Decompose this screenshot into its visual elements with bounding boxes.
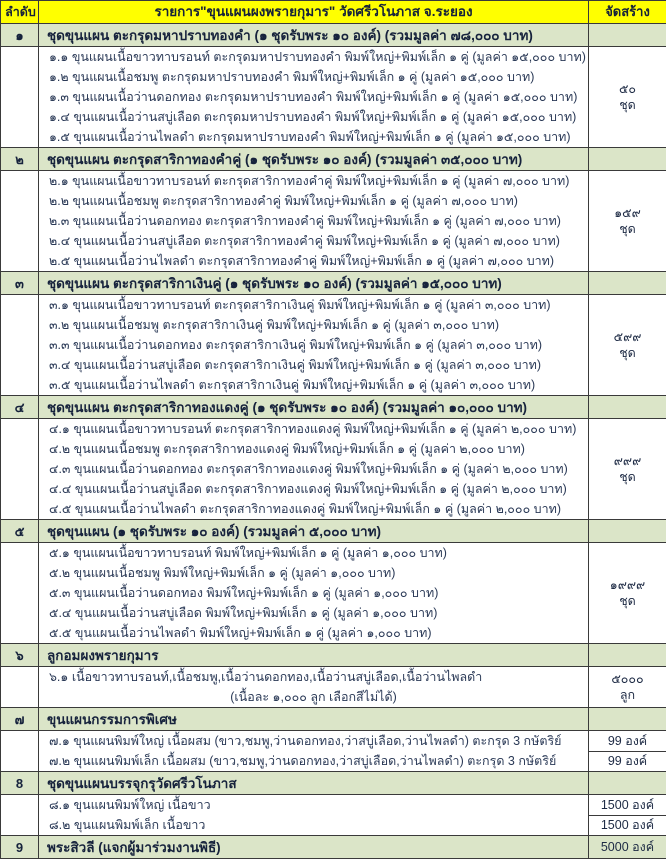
section-quantity-cell: 5000 องค์	[589, 836, 666, 859]
quantity-unit: ลูก	[589, 687, 666, 703]
item-row	[1, 499, 666, 520]
item-number-spacer	[1, 335, 39, 355]
item-description: ๑.๒ ขุนแผนเนื้อชมพู ตะกรุดมหาปราบทองคำ พิมพ์ใหญ่+พิมพ์เล็ก ๑ คู่ (มูลค่า ๑๕,๐๐๐ บาท)	[39, 67, 589, 87]
item-description: ๑.๑ ขุนแผนเนื้อขาวทาบรอนท์ ตะกรุดมหาปราบทองคำ พิมพ์ใหญ่+พิมพ์เล็ก ๑ คู่ (มูลค่า ๑๕,๐๐๐ บาท)	[39, 47, 589, 68]
item-row	[1, 687, 666, 708]
item-row	[1, 439, 666, 459]
quantity-unit: ชุด	[589, 345, 666, 361]
item-number-spacer	[1, 87, 39, 107]
section-number: ๔	[1, 396, 39, 419]
section-quantity-cell	[589, 772, 666, 795]
item-description: ๘.๑ ขุนแผนพิมพ์ใหญ่ เนื้อขาว	[39, 795, 589, 816]
table-body	[1, 1, 666, 859]
item-description: ๗.๑ ขุนแผนพิมพ์ใหญ่ เนื้อผสม (ขาว,ชมพู,ว่านดอกทอง,ว่าสบู่เลือด,ว่านไพลดำ) ตะกรุด 3 กษัตริย์	[39, 731, 589, 752]
item-description: ๕.๒ ขุนแผนเนื้อชมพู พิมพ์ใหญ่+พิมพ์เล็ก ๑ คู่ (มูลค่า ๑,๐๐๐ บาท)	[39, 563, 589, 583]
item-description: ๓.๑ ขุนแผนเนื้อขาวทาบรอนท์ ตะกรุดสาริกาเงินคู่ พิมพ์ใหญ่+พิมพ์เล็ก ๑ คู่ (มูลค่า ๓,๐๐๐ บาท)	[39, 295, 589, 316]
section-quantity-cell	[589, 520, 666, 543]
column-header-no: ลำดับ	[1, 1, 39, 24]
section-number: 8	[1, 772, 39, 795]
group-quantity	[589, 295, 666, 396]
item-description: ๓.๒ ขุนแผนเนื้อชมพู ตะกรุดสาริกาเงินคู่ พิมพ์ใหญ่+พิมพ์เล็ก ๑ คู่ (มูลค่า ๓,๐๐๐ บาท)	[39, 315, 589, 335]
quantity-number: ๑๕๙	[589, 205, 666, 221]
section-quantity-cell	[589, 24, 666, 47]
item-number-spacer	[1, 355, 39, 375]
item-number-spacer	[1, 731, 39, 752]
item-description: ๕.๓ ขุนแผนเนื้อว่านดอกทอง พิมพ์ใหญ่+พิมพ์เล็ก ๑ คู่ (มูลค่า ๑,๐๐๐ บาท)	[39, 583, 589, 603]
quantity-number: ๕๐๐๐	[589, 671, 666, 687]
group-quantity	[589, 543, 666, 644]
item-description: ๒.๓ ขุนแผนเนื้อว่านดอกทอง ตะกรุดสาริกาทองคำคู่ พิมพ์ใหญ่+พิมพ์เล็ก ๑ คู่ (มูลค่า ๗,๐๐๐ บาท)	[39, 211, 589, 231]
item-number-spacer	[1, 211, 39, 231]
item-row	[1, 623, 666, 644]
section-title: ชุดขุนแผน ตะกรุดสาริกาทองคำคู่ (๑ ชุดรับพระ ๑๐ องค์) (รวมมูลค่า ๓๕,๐๐๐ บาท)	[39, 148, 589, 171]
item-row	[1, 731, 666, 752]
section-title: ชุดขุนแผน ตะกรุดมหาปราบทองคำ (๑ ชุดรับพระ ๑๐ องค์) (รวมมูลค่า ๗๘,๐๐๐ บาท)	[39, 24, 589, 47]
item-row	[1, 751, 666, 772]
section-number: ๑	[1, 24, 39, 47]
section-number: ๓	[1, 272, 39, 295]
item-number-spacer	[1, 751, 39, 772]
item-number-spacer	[1, 67, 39, 87]
item-row	[1, 251, 666, 272]
item-description: ๓.๔ ขุนแผนเนื้อว่านสบู่เลือด ตะกรุดสาริกาเงินคู่ พิมพ์ใหญ่+พิมพ์เล็ก ๑ คู่ (มูลค่า ๓,๐๐๐ บาท)	[39, 355, 589, 375]
item-description: ๔.๔ ขุนแผนเนื้อว่านสบู่เลือด ตะกรุดสาริกาทองแดงคู่ พิมพ์ใหญ่+พิมพ์เล็ก ๑ คู่ (มูลค่า ๒,๐๐๐ บาท)	[39, 479, 589, 499]
item-quantity: 1500 องค์	[589, 795, 666, 816]
item-row	[1, 107, 666, 127]
item-row	[1, 815, 666, 836]
item-description: ๕.๔ ขุนแผนเนื้อว่านสบู่เลือด พิมพ์ใหญ่+พิมพ์เล็ก ๑ คู่ (มูลค่า ๑,๐๐๐ บาท)	[39, 603, 589, 623]
section-header-row	[1, 396, 666, 419]
item-row	[1, 375, 666, 396]
section-quantity-cell	[589, 148, 666, 171]
item-description: ๓.๕ ขุนแผนเนื้อว่านไพลดำ ตะกรุดสาริกาเงินคู่ พิมพ์ใหญ่+พิมพ์เล็ก ๑ คู่ (มูลค่า ๓,๐๐๐ บาท)	[39, 375, 589, 396]
item-number-spacer	[1, 687, 39, 708]
section-title: ขุนแผนกรรมการพิเศษ	[39, 708, 589, 731]
item-number-spacer	[1, 795, 39, 816]
table-header-row	[1, 1, 666, 24]
item-number-spacer	[1, 499, 39, 520]
item-number-spacer	[1, 419, 39, 440]
item-description: ๗.๒ ขุนแผนพิมพ์เล็ก เนื้อผสม (ขาว,ชมพู,ว่านดอกทอง,ว่าสบู่เลือด,ว่านไพลดำ) ตะกรุด 3 กษัตริย์	[39, 751, 589, 772]
section-header-row	[1, 836, 666, 859]
section-quantity-cell	[589, 272, 666, 295]
item-row	[1, 335, 666, 355]
item-quantity: 99 องค์	[589, 751, 666, 772]
section-quantity-cell	[589, 644, 666, 667]
quantity-unit: ชุด	[589, 593, 666, 609]
item-description: ๑.๓ ขุนแผนเนื้อว่านดอกทอง ตะกรุดมหาปราบทองคำ พิมพ์ใหญ่+พิมพ์เล็ก ๑ คู่ (มูลค่า ๑๕,๐๐๐ บาท)	[39, 87, 589, 107]
item-row	[1, 603, 666, 623]
item-description: ๔.๑ ขุนแผนเนื้อขาวทาบรอนท์ ตะกรุดสาริกาทองแดงคู่ พิมพ์ใหญ่+พิมพ์เล็ก ๑ คู่ (มูลค่า ๒,๐๐๐ บาท)	[39, 419, 589, 440]
group-quantity	[589, 47, 666, 148]
column-header-quantity: จัดสร้าง	[589, 1, 666, 24]
group-quantity	[589, 667, 666, 708]
item-row	[1, 563, 666, 583]
item-number-spacer	[1, 543, 39, 564]
section-header-row	[1, 272, 666, 295]
item-row	[1, 87, 666, 107]
item-row	[1, 295, 666, 316]
item-number-spacer	[1, 295, 39, 316]
section-header-row	[1, 24, 666, 47]
item-description: ๔.๓ ขุนแผนเนื้อว่านดอกทอง ตะกรุดสาริกาทองแดงคู่ พิมพ์ใหญ่+พิมพ์เล็ก ๑ คู่ (มูลค่า ๒,๐๐๐ บาท)	[39, 459, 589, 479]
section-quantity-cell	[589, 708, 666, 731]
item-number-spacer	[1, 231, 39, 251]
item-description: ๒.๕ ขุนแผนเนื้อว่านไพลดำ ตะกรุดสาริกาทองคำคู่ พิมพ์ใหญ่+พิมพ์เล็ก ๑ คู่ (มูลค่า ๗,๐๐๐ บาท)	[39, 251, 589, 272]
item-description: ๘.๒ ขุนแผนพิมพ์เล็ก เนื้อขาว	[39, 815, 589, 836]
item-description: ๔.๕ ขุนแผนเนื้อว่านไพลดำ ตะกรุดสาริกาทองแดงคู่ พิมพ์ใหญ่+พิมพ์เล็ก ๑ คู่ (มูลค่า ๒,๐๐๐ บาท)	[39, 499, 589, 520]
item-description: ๒.๑ ขุนแผนเนื้อขาวทาบรอนท์ ตะกรุดสาริกาทองคำคู่ พิมพ์ใหญ่+พิมพ์เล็ก ๑ คู่ (มูลค่า ๗,๐๐๐ บาท)	[39, 171, 589, 192]
item-number-spacer	[1, 315, 39, 335]
item-row	[1, 543, 666, 564]
quantity-number: ๕๐	[589, 81, 666, 97]
quantity-unit: ชุด	[589, 97, 666, 113]
group-quantity	[589, 419, 666, 520]
quantity-number: ๑๙๙๙	[589, 577, 666, 593]
item-description: ๑.๔ ขุนแผนเนื้อว่านสบู่เลือด ตะกรุดมหาปราบทองคำ พิมพ์ใหญ่+พิมพ์เล็ก ๑ คู่ (มูลค่า ๑๕,๐๐๐ บาท)	[39, 107, 589, 127]
item-row	[1, 583, 666, 603]
section-title: ลูกอมผงพรายกุมาร	[39, 644, 589, 667]
item-number-spacer	[1, 603, 39, 623]
item-description: ๒.๔ ขุนแผนเนื้อว่านสบู่เลือด ตะกรุดสาริกาทองคำคู่ พิมพ์ใหญ่+พิมพ์เล็ก ๑ คู่ (มูลค่า ๗,๐๐๐ บาท)	[39, 231, 589, 251]
item-number-spacer	[1, 623, 39, 644]
item-row	[1, 667, 666, 688]
item-description: ๕.๕ ขุนแผนเนื้อว่านไพลดำ พิมพ์ใหญ่+พิมพ์เล็ก ๑ คู่ (มูลค่า ๑,๐๐๐ บาท)	[39, 623, 589, 644]
item-number-spacer	[1, 171, 39, 192]
item-row	[1, 459, 666, 479]
item-description: ๕.๑ ขุนแผนเนื้อขาวทาบรอนท์ พิมพ์ใหญ่+พิมพ์เล็ก ๑ คู่ (มูลค่า ๑,๐๐๐ บาท)	[39, 543, 589, 564]
item-number-spacer	[1, 47, 39, 68]
section-title: พระสิวลี (แจกผู้มาร่วมงานพิธี)	[39, 836, 589, 859]
section-number: ๗	[1, 708, 39, 731]
item-row	[1, 315, 666, 335]
section-number: 9	[1, 836, 39, 859]
section-title: ชุดขุนแผน ตะกรุดสาริกาทองแดงคู่ (๑ ชุดรับพระ ๑๐ องค์) (รวมมูลค่า ๑๐,๐๐๐ บาท)	[39, 396, 589, 419]
item-number-spacer	[1, 107, 39, 127]
item-number-spacer	[1, 459, 39, 479]
section-number: ๕	[1, 520, 39, 543]
item-row	[1, 127, 666, 148]
item-number-spacer	[1, 479, 39, 499]
quantity-number: ๙๙๙	[589, 453, 666, 469]
group-quantity	[589, 171, 666, 272]
item-number-spacer	[1, 375, 39, 396]
item-description: (เนื้อละ ๑,๐๐๐ ลูก เลือกสีไม่ได้)	[39, 687, 589, 708]
section-number: ๖	[1, 644, 39, 667]
item-number-spacer	[1, 251, 39, 272]
item-description: ๒.๒ ขุนแผนเนื้อชมพู ตะกรุดสาริกาทองคำคู่ พิมพ์ใหญ่+พิมพ์เล็ก ๑ คู่ (มูลค่า ๗,๐๐๐ บาท)	[39, 191, 589, 211]
item-row	[1, 171, 666, 192]
section-title: ชุดขุนแผนบรรจุกรุวัดศรีวโนภาส	[39, 772, 589, 795]
column-header-description: รายการ"ขุนแผนผงพรายกุมาร" วัดศรีวโนภาส จ.ระยอง	[39, 1, 589, 24]
item-description: ๑.๕ ขุนแผนเนื้อว่านไพลดำ ตะกรุดมหาปราบทองคำ พิมพ์ใหญ่+พิมพ์เล็ก ๑ คู่ (มูลค่า ๑๕,๐๐๐ บาท)	[39, 127, 589, 148]
item-description: ๔.๒ ขุนแผนเนื้อชมพู ตะกรุดสาริกาทองแดงคู่ พิมพ์ใหญ่+พิมพ์เล็ก ๑ คู่ (มูลค่า ๒,๐๐๐ บาท)	[39, 439, 589, 459]
item-number-spacer	[1, 583, 39, 603]
section-title: ชุดขุนแผน ตะกรุดสาริกาเงินคู่ (๑ ชุดรับพระ ๑๐ องค์) (รวมมูลค่า ๑๕,๐๐๐ บาท)	[39, 272, 589, 295]
item-number-spacer	[1, 191, 39, 211]
item-description: ๖.๑ เนื้อขาวทาบรอนท์,เนื้อชมพู,เนื้อว่านดอกทอง,เนื้อว่านสบู่เลือด,เนื้อว่านไพลดำ	[39, 667, 589, 688]
item-description: ๓.๓ ขุนแผนเนื้อว่านดอกทอง ตะกรุดสาริกาเงินคู่ พิมพ์ใหญ่+พิมพ์เล็ก ๑ คู่ (มูลค่า ๓,๐๐๐ บาท)	[39, 335, 589, 355]
section-quantity-cell	[589, 396, 666, 419]
item-row	[1, 191, 666, 211]
item-row	[1, 479, 666, 499]
section-header-row	[1, 772, 666, 795]
quantity-unit: ชุด	[589, 469, 666, 485]
section-header-row	[1, 644, 666, 667]
section-header-row	[1, 520, 666, 543]
quantity-number: ๕๙๙	[589, 329, 666, 345]
item-number-spacer	[1, 439, 39, 459]
item-quantity: 1500 องค์	[589, 815, 666, 836]
item-row	[1, 355, 666, 375]
item-row	[1, 67, 666, 87]
item-row	[1, 47, 666, 68]
section-header-row	[1, 708, 666, 731]
section-header-row	[1, 148, 666, 171]
item-quantity: 99 องค์	[589, 731, 666, 752]
item-row	[1, 211, 666, 231]
quantity-unit: ชุด	[589, 221, 666, 237]
item-row	[1, 231, 666, 251]
section-title: ชุดขุนแผน (๑ ชุดรับพระ ๑๐ องค์) (รวมมูลค่า ๕,๐๐๐ บาท)	[39, 520, 589, 543]
item-number-spacer	[1, 127, 39, 148]
item-row	[1, 795, 666, 816]
item-row	[1, 419, 666, 440]
item-number-spacer	[1, 667, 39, 688]
item-number-spacer	[1, 815, 39, 836]
section-number: ๒	[1, 148, 39, 171]
item-number-spacer	[1, 563, 39, 583]
